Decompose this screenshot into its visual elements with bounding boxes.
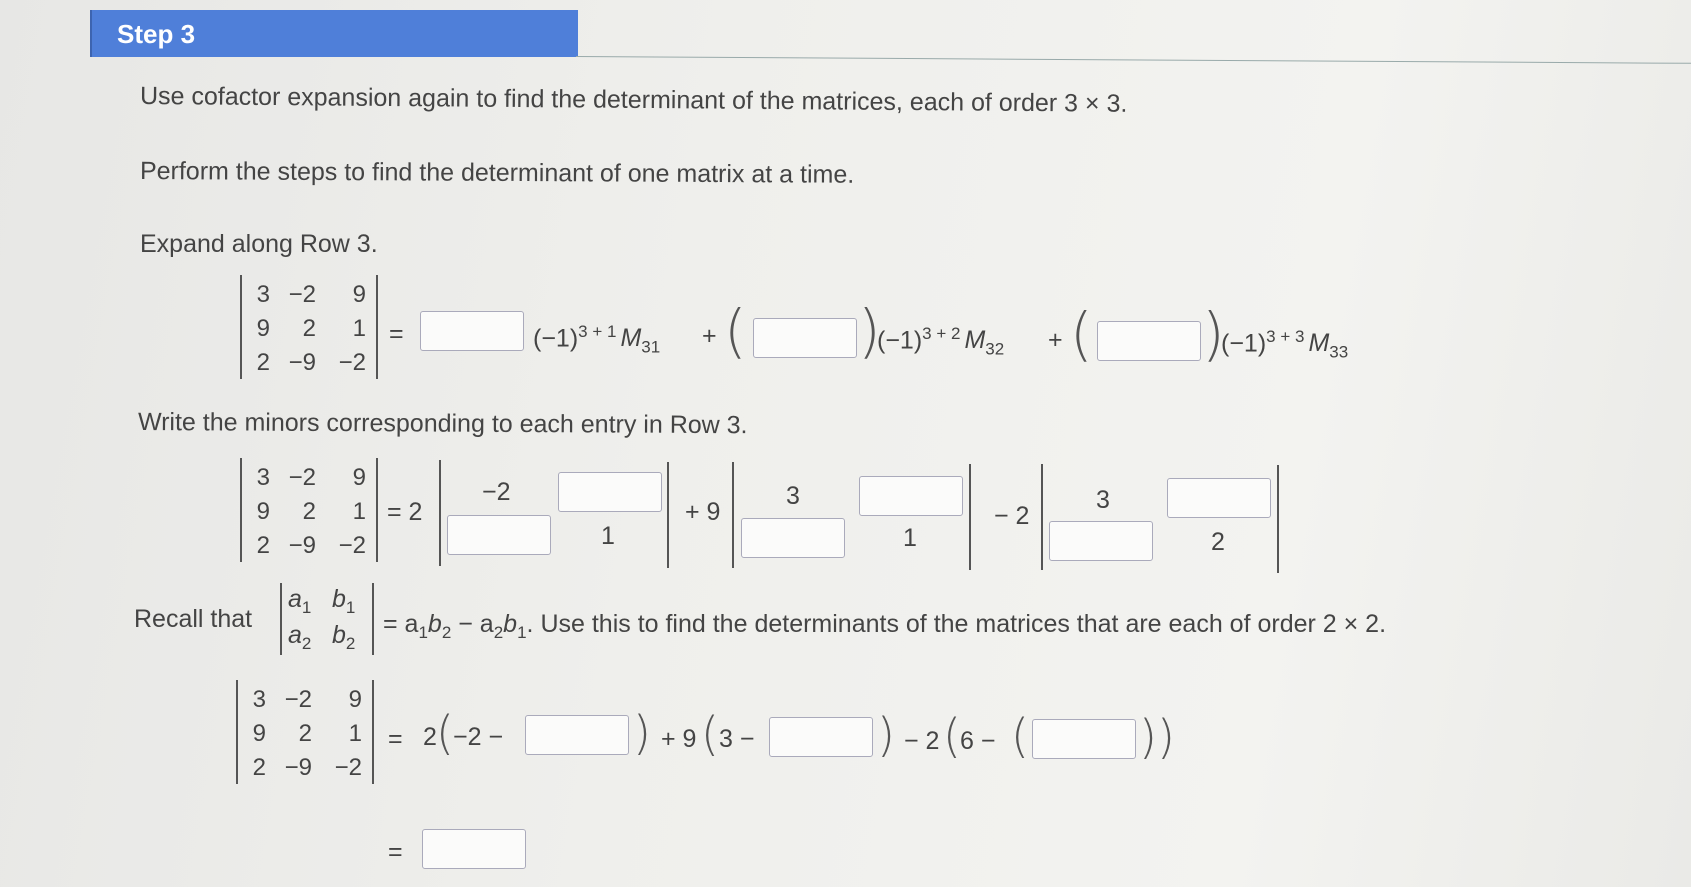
recall-suffix: . Use this to find the determinants of the matrices that are each of order 2 × 2. [526,610,1387,638]
minor-coefficient-2: + 9 [685,498,721,526]
open-paren: ( [943,709,961,763]
open-paren: ( [1070,300,1093,368]
matrix-cell: 2 [302,315,316,342]
cofactor-coefficient-input-1[interactable] [420,311,524,351]
var-b: b [332,585,346,613]
close-paren: ) [633,706,651,760]
instruction-line-2: Perform the steps to find the determinant of one matrix at a time. [139,157,855,189]
minor-1-bottom-right: 1 [601,522,615,550]
matrix-cell: 9 [252,720,266,747]
sign-factor: (−1) [877,326,923,355]
matrix-cell: 3 [252,686,266,713]
matrix-cell: −9 [288,532,316,559]
subscript: 1 [301,598,312,617]
formula-part: − a [451,610,494,638]
subscript: 2 [441,623,452,642]
matrix-3x3-expansion [240,275,378,379]
subscript: 2 [345,634,356,653]
open-paren: ( [436,706,454,760]
final-coefficient-1: 2 [423,723,437,751]
plus-sign: + [702,322,717,350]
matrix-cell: 9 [352,464,366,491]
equals-sign: = [388,725,403,753]
sign-factor: (−1) [533,324,579,353]
minor-3-top-left: 3 [1096,486,1110,514]
matrix-cell: 2 [252,754,266,781]
minor-2-right-bar [969,464,971,570]
final-coefficient-2: + 9 [661,725,697,753]
matrix-cell: 2 [256,349,270,376]
close-paren: ) [877,708,895,762]
subscript: 1 [345,598,356,617]
subscript: 2 [301,634,312,653]
instruction-line-3: Expand along Row 3. [140,230,378,258]
matrix-cell: 9 [256,498,270,525]
var-b: b [427,610,442,638]
minor-3-top-right-input[interactable] [1167,478,1271,518]
final-expression-2: 3 − [719,725,755,753]
matrix-cell: 2 [256,532,270,559]
var-a: a [288,585,302,613]
matrix-cell: 1 [348,720,362,747]
cofactor-term-1 [533,322,660,357]
minor-1-bottom-left-input[interactable] [447,515,551,555]
final-expression-3: 6 − [960,727,996,755]
close-paren: ) [1202,300,1225,368]
step-title: Step 3 [117,19,196,49]
minor-symbol: M [620,324,642,353]
header-divider [576,56,1691,64]
minor-1-top-left: −2 [482,478,511,506]
matrix-cell: −2 [284,686,312,713]
close-paren: ) [858,297,881,365]
var-b: b [503,610,518,638]
recall-formula [383,610,1386,643]
minor-2-top-left: 3 [786,482,800,510]
minor-3-left-bar [1041,464,1043,570]
step-header [90,10,578,57]
cofactor-coefficient-input-2[interactable] [753,318,857,358]
minor-2-top-right-input[interactable] [859,476,963,516]
minors-heading: Write the minors corresponding to each entry in Row 3. [137,408,748,440]
minor-subscript: 33 [1329,342,1349,362]
minor-symbol: M [1308,329,1330,358]
minor-symbol: M [964,326,986,355]
plus-sign: + [1048,326,1063,354]
minor-coefficient-3: − 2 [994,502,1030,530]
final-input-3[interactable] [1032,719,1136,759]
matrix-2x2-general [280,583,374,655]
matrix-3x3-minors [240,458,378,562]
exponent: 3 + 2 [922,324,961,343]
subscript: 2 [493,623,504,642]
matrix-cell: 3 [256,464,270,491]
final-coefficient-3: − 2 [904,727,940,755]
minor-1-top-right-input[interactable] [558,472,662,512]
final-expression-1: −2 − [453,723,504,751]
matrix-cell: 9 [256,315,270,342]
matrix-cell: −2 [338,349,366,376]
var-a: a [288,621,302,649]
matrix-cell: −2 [338,532,366,559]
matrix-cell: 2 [298,720,312,747]
recall-prefix: Recall that [134,605,253,633]
subscript: 1 [517,623,527,642]
cofactor-term-3 [1221,327,1348,362]
subscript: 1 [418,623,428,642]
matrix-cell: −2 [288,464,316,491]
final-input-2[interactable] [769,717,873,757]
matrix-cell: 3 [256,281,270,308]
matrix-cell: −2 [334,754,362,781]
matrix-cell: 9 [348,686,362,713]
cofactor-coefficient-input-3[interactable] [1097,321,1201,361]
minor-coefficient-1: = 2 [387,498,423,526]
instruction-line-1: Use cofactor expansion again to find the determinant of the matrices, each of order 3 × 3. [139,82,1128,118]
matrix-cell: −9 [284,754,312,781]
matrix-3x3-final [236,680,374,784]
minor-1-right-bar [667,462,669,568]
matrix-cell: 9 [352,281,366,308]
matrix-cell: −2 [288,281,316,308]
final-result-input[interactable] [422,829,526,869]
matrix-cell: 2 [302,498,316,525]
matrix-cell: 1 [352,498,366,525]
open-paren: ( [724,297,747,365]
matrix-cell: 1 [352,315,366,342]
minor-3-bottom-right: 2 [1211,528,1225,556]
sign-factor: (−1) [1221,329,1267,358]
minor-3-right-bar [1277,465,1279,573]
cofactor-term-2 [877,324,1004,359]
minor-3-bottom-left-input[interactable] [1049,521,1153,561]
exponent: 3 + 3 [1266,327,1305,346]
close-paren: )) [1139,710,1175,764]
var-b: b [332,621,346,649]
minor-2-left-bar [732,462,734,568]
matrix-cell: −9 [288,349,316,376]
minor-1-left-bar [439,460,441,566]
minor-subscript: 32 [985,339,1005,359]
exponent: 3 + 1 [578,322,617,341]
minor-subscript: 31 [641,337,661,357]
formula-part: = a [383,610,419,638]
equals-sign: = [389,320,404,348]
result-equals-sign: = [388,838,403,866]
minor-2-bottom-left-input[interactable] [741,518,845,558]
final-input-1[interactable] [525,715,629,755]
open-paren: ( [701,707,719,761]
minor-2-bottom-right: 1 [903,524,917,552]
open-paren: ( [1011,709,1029,763]
